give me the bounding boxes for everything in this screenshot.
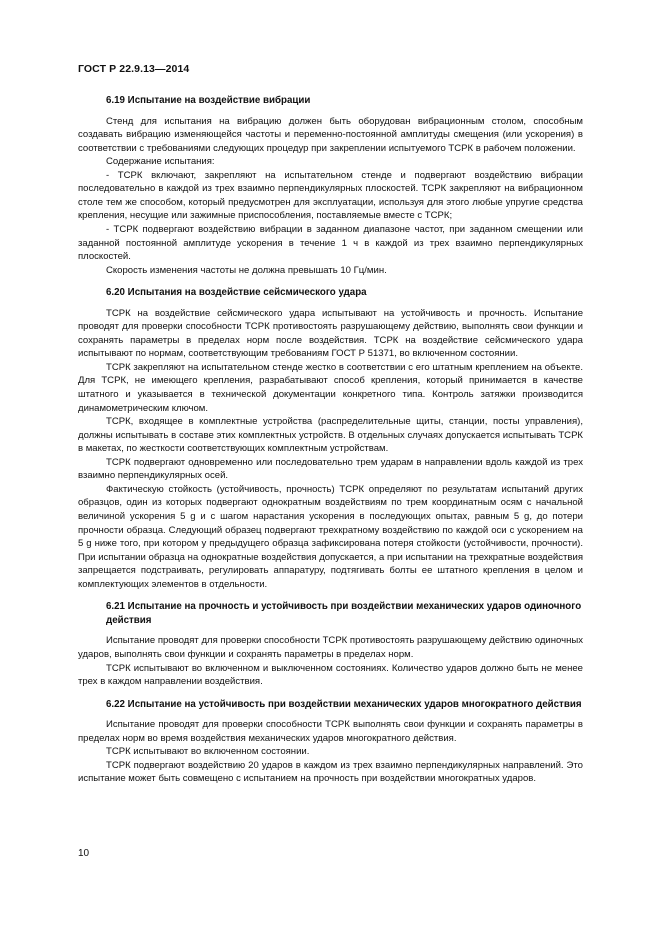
paragraph: - ТСРК включают, закрепляют на испытательном стенде и подвергают воздействию вибрации последовательно в каждой из трех взаимно перпендикулярных плоскостей. ТСРК закрепляют на вибрационном столе тем же способом, который предусмотрен для эксплуатации, используя для этого любые упругие средства крепления, несущие или зажимные приспособления, поставляемые вместе с ТСРК; bbox=[78, 169, 583, 222]
section-title: 6.21 Испытание на прочность и устойчивость при воздействии механических ударов одиночного действия bbox=[106, 601, 582, 626]
paragraph: ТСРК на воздействие сейсмического удара испытывают на устойчивость и прочность. Испытание проводят для проверки способности ТСРК противостоять разрушающему действию, выполнять свои функции и сохранять параметры в пределах норм после воздействия. ТСРК на воздействие сейсмического удара испытывают по нормам, соответствующим требованиям ГОСТ Р 51371, во включенном состоянии. bbox=[78, 307, 583, 360]
paragraph: ТСРК подвергают воздействию 20 ударов в каждом из трех взаимно перпендикулярных направлений. Это испытание может быть совмещено с испытанием на прочность при воздействии многократных ударов. bbox=[78, 759, 583, 785]
paragraph: Испытание проводят для проверки способности ТСРК противостоять разрушающему действию одиночных ударов, выполнять свои функции и сохранять параметры в пределах норм. bbox=[78, 635, 583, 660]
section-6-22 bbox=[78, 698, 583, 786]
document-body bbox=[78, 94, 583, 786]
section-title: 6.20 Испытания на воздействие сейсмического удара bbox=[106, 287, 367, 299]
paragraph: ТСРК подвергают одновременно или последовательно трем ударам в направлении вдоль каждой из трех взаимно перпендикулярных осей. bbox=[78, 456, 583, 482]
paragraph: Скорость изменения частоты не должна превышать 10 Гц/мин. bbox=[106, 264, 387, 276]
paragraph: - ТСРК подвергают воздействию вибрации в заданном диапазоне частот, при заданном смещении или заданной постоянной амплитуде ускорения в течение 1 ч в каждой из трех взаимно перпендикулярных плоскостей. bbox=[78, 223, 583, 263]
paragraph: ТСРК испытывают во включенном и выключенном состояниях. Количество ударов должно быть не менее трех в каждом направлении воздействия. bbox=[78, 662, 583, 688]
section-6-21 bbox=[78, 600, 583, 688]
paragraph: Испытание проводят для проверки способности ТСРК выполнять свои функции и сохранять параметры в пределах норм во время воздействия механических ударов многократного действия. bbox=[78, 719, 583, 744]
section-6-20 bbox=[78, 286, 583, 591]
paragraph: Стенд для испытания на вибрацию должен быть оборудован вибрационным столом, способным создавать вибрацию изменяющейся частоты и переменно-постоянной амплитуды смещения (или ускорения) в соответствии с требованиями следующих процедур при закреплении испытуемого ТСРК в рабочем положении. bbox=[78, 115, 583, 154]
section-title: 6.22 Испытание на устойчивость при воздействии механических ударов многократного действия bbox=[106, 698, 582, 710]
paragraph: ТСРК, входящее в комплектные устройства (распределительные щиты, станции, посты управления), должны испытывать в составе этих комплектных устройств. В отдельных случаях допускается испытывать ТСРК в макетах, по жесткости соответствующих комплектным устройствам. bbox=[78, 416, 583, 455]
section-title: 6.19 Испытание на воздействие вибрации bbox=[106, 95, 311, 106]
paragraph: ТСРК испытывают во включенном состоянии. bbox=[106, 746, 310, 758]
document-code-header: ГОСТ Р 22.9.13—2014 bbox=[78, 63, 190, 75]
page-number: 10 bbox=[78, 848, 90, 859]
section-6-19 bbox=[78, 94, 583, 277]
paragraph: ТСРК закрепляют на испытательном стенде жестко в соответствии с его штатным креплением на объекте. Для ТСРК, не имеющего крепления, разрабатывают способ крепления, который принимается в качестве штатного и указывается в технической документации конкретного типа. Контроль затяжки производится динамометрическим ключом. bbox=[78, 361, 583, 414]
paragraph: Содержание испытания: bbox=[106, 156, 215, 168]
paragraph: Фактическую стойкость (устойчивость, прочность) ТСРК определяют по результатам испытаний других образцов, один из которых подвергают однократным воздействиям по трем координатным осям с начальной величиной ускорения 5 g и с шагом нарастания ускорения в последующих опытах, равным 5 g, до потери прочности образца. Следующий образец подвергают трехкратному воздействию по каждой оси с ускорением на 5 g ниже того, при котором у предыдущего образца зафиксирована потеря стойкости (устойчивости, прочности). При испытании образца на однократные воздействия допускается, а при испытании на трехкратные воздействия запрещается подстраивать, регулировать аппаратуру, подтягивать болты ее штатного крепления в целом и комплектующих элементов в отдельности. bbox=[78, 483, 583, 590]
